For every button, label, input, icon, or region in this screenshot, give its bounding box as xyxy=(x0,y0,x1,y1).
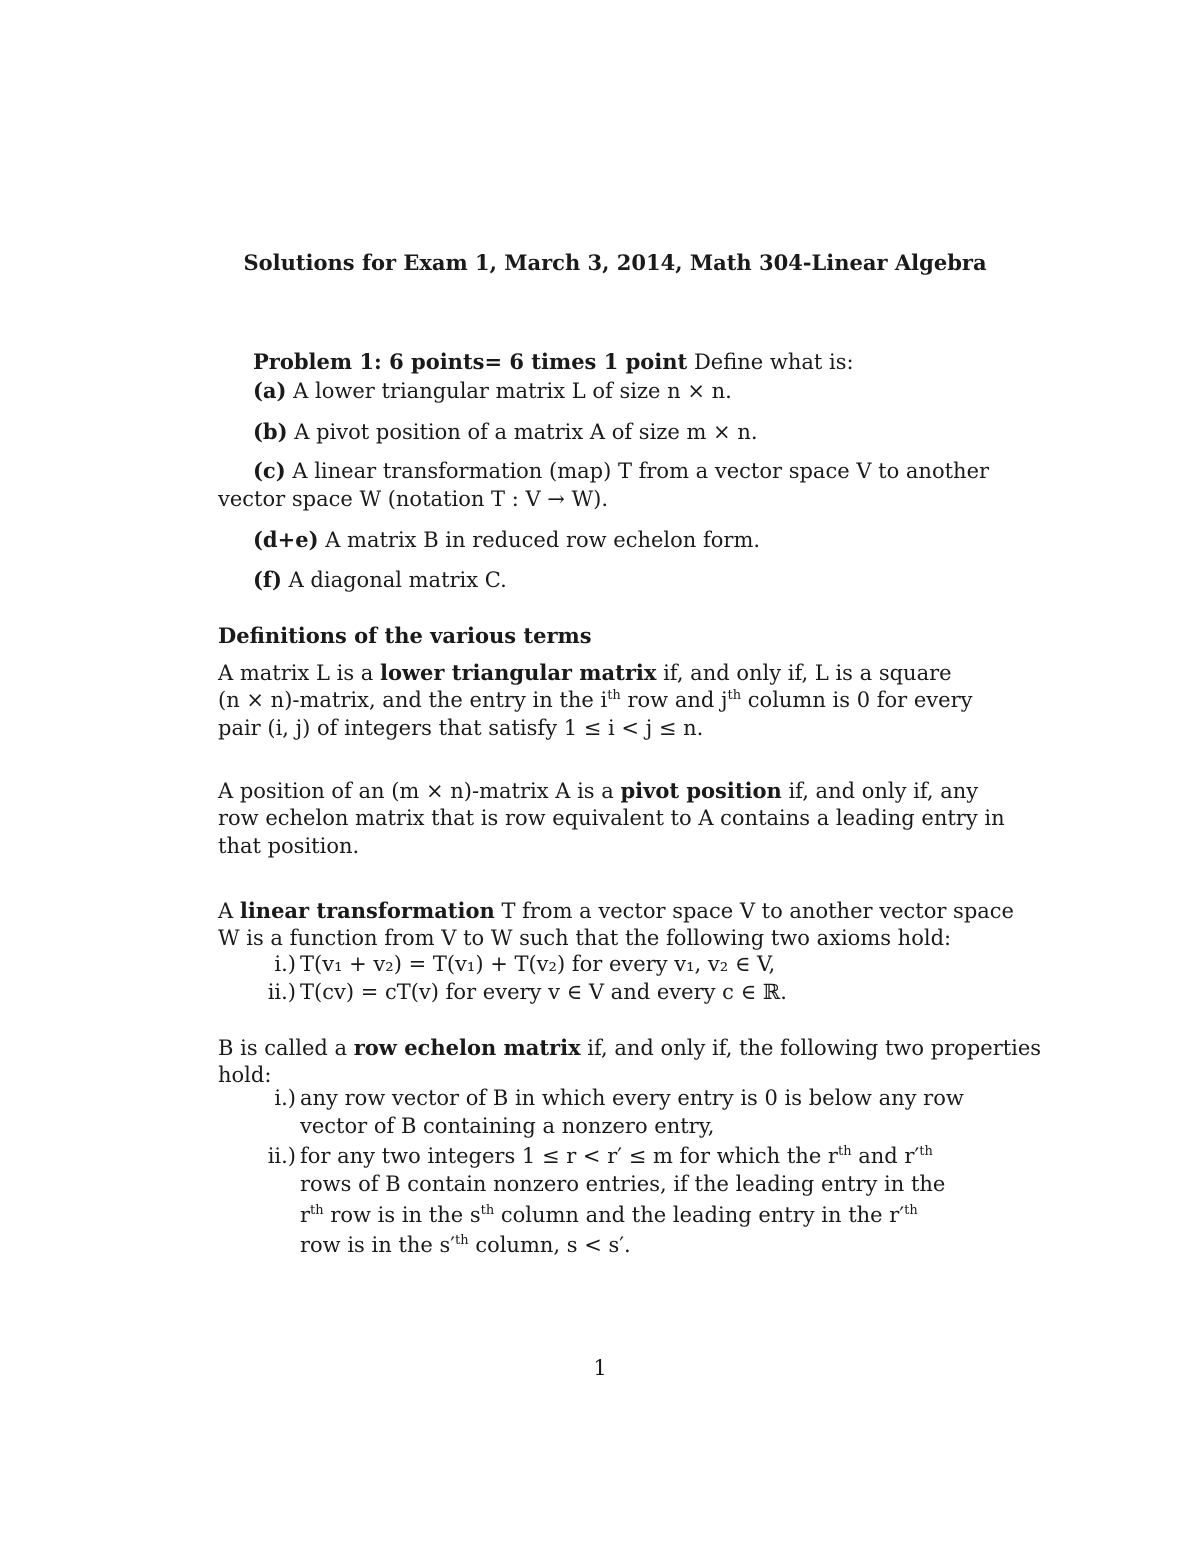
text: B is called a xyxy=(218,1036,354,1060)
problem-item-f xyxy=(253,567,507,592)
text: r xyxy=(300,1203,311,1227)
text: column, s < s′. xyxy=(468,1233,631,1257)
def-linear-line-1 xyxy=(218,898,1014,923)
text: row is in the s xyxy=(323,1203,481,1227)
term: row echelon matrix xyxy=(353,1035,581,1060)
superscript: th xyxy=(904,1203,918,1218)
superscript: th xyxy=(310,1203,324,1218)
def-echelon-line-2: hold: xyxy=(218,1063,272,1087)
def-lower-line-3: pair (i, j) of integers that satisfy 1 ≤ i < j ≤ n. xyxy=(218,716,704,740)
superscript: th xyxy=(455,1233,469,1248)
page-number: 1 xyxy=(593,1356,607,1380)
item-text: A matrix B in reduced row echelon form. xyxy=(325,528,761,552)
property-label: ii.) xyxy=(267,1144,296,1168)
term: lower triangular matrix xyxy=(379,660,657,685)
text: if, and only if, L is a square xyxy=(656,661,952,685)
problem-heading: Problem 1: 6 points= 6 times 1 point xyxy=(253,349,688,374)
problem-item-c-cont: vector space W (notation T : V → W). xyxy=(218,487,609,511)
problem-item-b xyxy=(253,419,758,444)
term: pivot position xyxy=(620,778,782,803)
item-label: (f) xyxy=(253,567,282,592)
superscript: th xyxy=(727,688,742,703)
text: column is 0 for every xyxy=(741,688,973,712)
def-lower-line-2 xyxy=(218,688,973,712)
def-echelon-line-1 xyxy=(218,1035,1041,1060)
property-text: any row vector of B in which every entry is 0 is below any row xyxy=(300,1086,964,1110)
text: column and the leading entry in the r′ xyxy=(494,1203,905,1227)
problem-item-a xyxy=(253,378,732,403)
item-label: (a) xyxy=(253,378,287,403)
text: if, and only if, the following two properties xyxy=(580,1036,1042,1060)
item-text: A linear transformation (map) T from a vector space V to another xyxy=(292,459,990,483)
superscript: th xyxy=(480,1203,495,1218)
page-title: Solutions for Exam 1, March 3, 2014, Math 304-Linear Algebra xyxy=(243,250,987,275)
item-label: (c) xyxy=(253,458,286,483)
axiom-text: T(v₁ + v₂) = T(v₁) + T(v₂) for every v₁, v₂ ∈ V, xyxy=(300,952,776,976)
text: A position of an (m × n)-matrix A is a xyxy=(218,779,621,803)
item-text: A pivot position of a matrix A of size m × n. xyxy=(294,420,758,444)
property-text xyxy=(300,1233,631,1257)
problem-prompt: Define what is: xyxy=(693,350,854,374)
text: and r′ xyxy=(851,1144,920,1168)
text: A matrix L is a xyxy=(218,661,380,685)
def-pivot-line-2: row echelon matrix that is row equivalent to A contains a leading entry in xyxy=(218,806,1005,830)
property-text: vector of B containing a nonzero entry, xyxy=(300,1114,715,1138)
item-label: (b) xyxy=(253,419,288,444)
property-label: i.) xyxy=(274,1086,296,1110)
term: linear transformation xyxy=(239,898,495,923)
property-text xyxy=(300,1203,918,1227)
text: row is in the s′ xyxy=(300,1233,456,1257)
def-lower-line-1 xyxy=(218,660,952,685)
text: A xyxy=(218,899,240,923)
text: row and j xyxy=(620,688,728,712)
item-label: (d+e) xyxy=(253,527,319,552)
def-pivot-line-1 xyxy=(218,778,978,803)
def-linear-line-2: W is a function from V to W such that the following two axioms hold: xyxy=(218,926,952,950)
superscript: th xyxy=(607,688,621,703)
problem-item-c xyxy=(253,458,989,483)
problem-heading-line xyxy=(253,349,854,374)
superscript: th xyxy=(919,1144,933,1159)
def-pivot-line-3: that position. xyxy=(218,834,360,858)
text: T from a vector space V to another vector space xyxy=(494,899,1014,923)
item-text: A diagonal matrix C. xyxy=(288,568,507,592)
property-text xyxy=(300,1144,933,1168)
text: for any two integers 1 ≤ r < r′ ≤ m for which the r xyxy=(300,1144,838,1168)
text: if, and only if, any xyxy=(781,779,979,803)
text: (n × n)-matrix, and the entry in the i xyxy=(218,688,608,712)
axiom-label: ii.) xyxy=(267,980,296,1004)
item-text: A lower triangular matrix L of size n × n. xyxy=(293,379,732,403)
property-text: rows of B contain nonzero entries, if the leading entry in the xyxy=(300,1172,946,1196)
problem-item-de xyxy=(253,527,760,552)
axiom-label: i.) xyxy=(274,952,296,976)
axiom-text: T(cv) = cT(v) for every v ∈ V and every c ∈ ℝ. xyxy=(300,980,787,1004)
definitions-heading: Definitions of the various terms xyxy=(218,623,592,648)
superscript: th xyxy=(837,1144,852,1159)
